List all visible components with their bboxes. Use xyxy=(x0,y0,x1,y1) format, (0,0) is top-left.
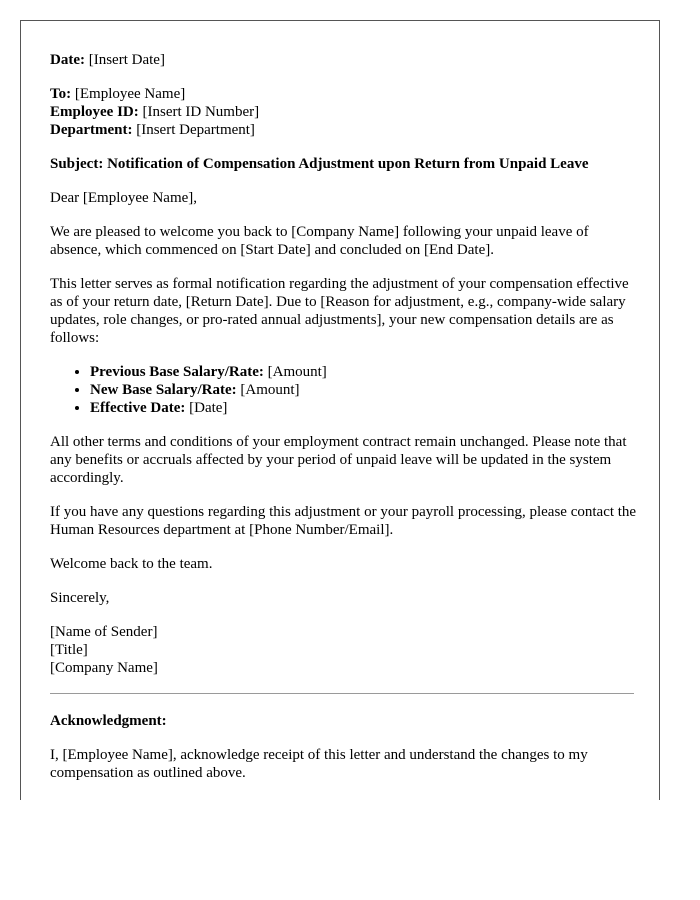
detail-label: Effective Date: xyxy=(90,400,186,416)
paragraph-terms: All other terms and conditions of your employment contract remain unchanged. Please note that any benefits or accruals affected by your period of unpaid leave will be updated in the system accordingly. xyxy=(50,434,627,486)
sender-title: [Title] xyxy=(50,642,88,658)
detail-label: New Base Salary/Rate: xyxy=(90,382,237,398)
detail-value: [Amount] xyxy=(240,382,300,398)
employee-id-value: [Insert ID Number] xyxy=(142,104,260,120)
salutation: Dear [Employee Name], xyxy=(50,190,198,206)
to-label: To: xyxy=(50,86,72,102)
section-divider xyxy=(50,693,634,694)
acknowledgment-heading xyxy=(50,712,640,730)
paragraph-welcome-back: Welcome back to the team. xyxy=(50,556,213,572)
employee-id-line xyxy=(50,103,640,121)
sender-company: [Company Name] xyxy=(50,660,158,676)
detail-previous-salary xyxy=(90,363,640,381)
detail-value: [Amount] xyxy=(267,364,327,380)
department-value: [Insert Department] xyxy=(136,122,255,138)
paragraph-questions: If you have any questions regarding this adjustment or your payroll processing, please contact the Human Resources department at [Phone Number/Email]. xyxy=(50,504,637,538)
paragraph-welcome: We are pleased to welcome you back to [Company Name] following your unpaid leave of absence, which commenced on [Start Date] and concluded on [End Date]. xyxy=(50,224,589,258)
subject-text: Subject: Notification of Compensation Adjustment upon Return from Unpaid Leave xyxy=(50,156,589,172)
signature-block xyxy=(50,623,640,677)
to-value: [Employee Name] xyxy=(74,86,186,102)
detail-label: Previous Base Salary/Rate: xyxy=(90,364,264,380)
letter-page xyxy=(20,20,660,800)
compensation-details-list xyxy=(50,363,640,417)
to-line xyxy=(50,85,640,103)
detail-new-salary xyxy=(90,381,640,399)
department-line xyxy=(50,121,640,139)
detail-value: [Date] xyxy=(189,400,228,416)
employee-id-label: Employee ID: xyxy=(50,104,139,120)
detail-effective-date xyxy=(90,399,640,417)
letter-content xyxy=(50,51,640,798)
paragraph-notification: This letter serves as formal notification regarding the adjustment of your compensation effective as of your return date, [Return Date]. Due to [Reason for adjustment, e.g., company-wide salary updates, role changes, or pro-rated annual adjustments], your new compensation details are as follows: xyxy=(50,276,629,346)
subject-line xyxy=(50,155,640,173)
date-value: [Insert Date] xyxy=(88,52,165,68)
department-label: Department: xyxy=(50,122,133,138)
recipient-block xyxy=(50,85,640,139)
acknowledgment-heading-text: Acknowledgment: xyxy=(50,713,167,729)
date-line xyxy=(50,51,640,69)
sender-name: [Name of Sender] xyxy=(50,624,158,640)
date-label: Date: xyxy=(50,52,85,68)
acknowledgment-text: I, [Employee Name], acknowledge receipt of this letter and understand the changes to my compensation as outlined above. xyxy=(50,747,588,781)
closing: Sincerely, xyxy=(50,590,110,606)
